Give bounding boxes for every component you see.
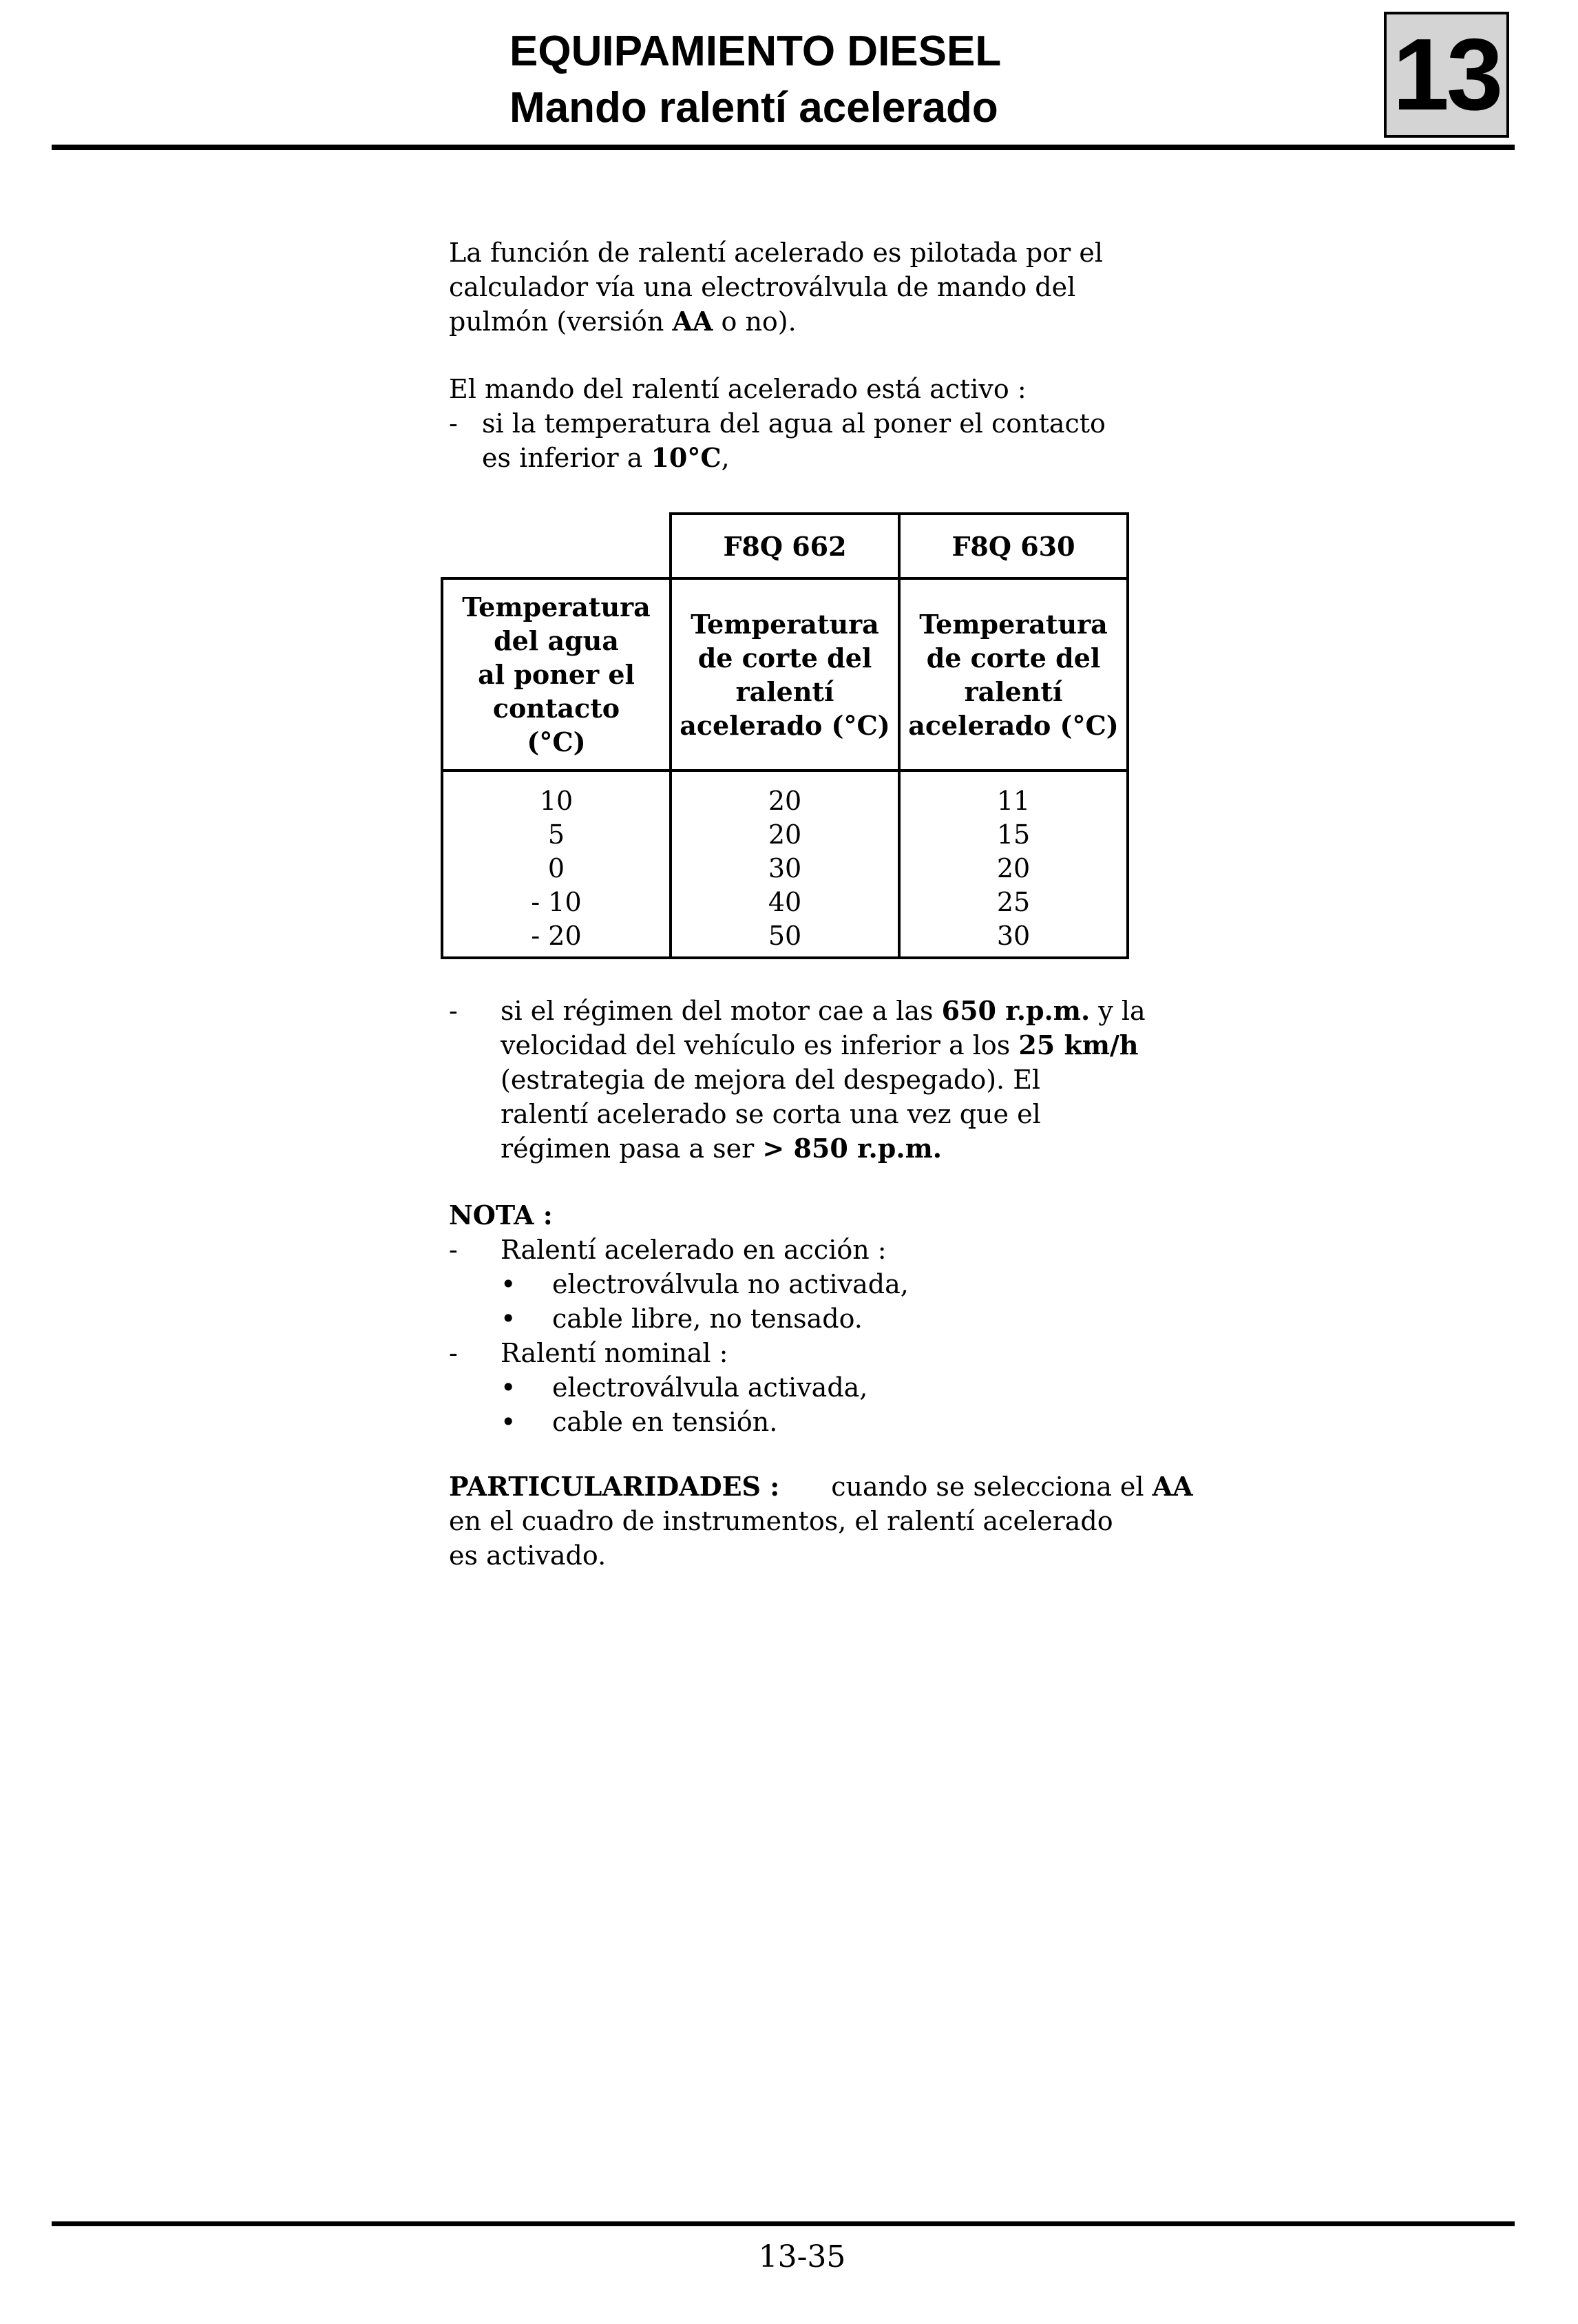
chapter-number-badge: 13 [1384, 12, 1509, 138]
particularities-label: PARTICULARIDADES : [449, 1471, 780, 1502]
condition-intro: El mando del ralentí acelerado está activo : [449, 374, 1027, 404]
cutoff-temperature-table [441, 512, 1129, 959]
title-line-1: EQUIPAMIENTO DIESEL [509, 28, 1002, 75]
footer-divider [52, 2221, 1515, 2226]
note-item-2: - Ralentí nominal : [449, 1338, 728, 1368]
intro-line-3: pulmón (versión AA o no). [449, 306, 797, 337]
page-number: 13-35 [758, 2239, 846, 2274]
intro-line-2: calculador vía una electroválvula de mando del [449, 272, 1076, 302]
f8q630-values: 11 15 20 25 30 [899, 771, 1128, 958]
particularities-section: PARTICULARIDADES : cuando se selecciona el AA en el cuadro de instrumentos, el ralentí acelerado es activado. [449, 1471, 1193, 1571]
subheader-f8q662: Temperatura de corte del ralentí acelerado (°C) [671, 578, 899, 771]
column-header-f8q630: F8Q 630 [899, 514, 1128, 578]
condition-item-1: - si la temperatura del agua al poner el contacto [449, 408, 1106, 439]
condition-item-2: - si el régimen del motor cae a las 650 r.p.m. y la velocidad del vehículo es inferior a los 25 km/h (estrategia de mejora del despegado). El ralentí acelerado se corta una vez que el régimen pasa a ser > 850 r.p.m. [449, 995, 1146, 1164]
subheader-f8q630: Temperatura de corte del ralentí acelerado (°C) [899, 578, 1128, 771]
note-label: NOTA : [449, 1200, 553, 1231]
title-line-2: Mando ralentí acelerado [509, 84, 998, 132]
column-header-f8q662: F8Q 662 [671, 514, 899, 578]
header-divider [52, 145, 1515, 150]
row-header-water-temp: Temperatura del agua al poner el contacto (°C) [442, 578, 671, 771]
intro-paragraph [449, 235, 1103, 339]
note-item-1-sub-2: • cable libre, no tensado. [501, 1304, 863, 1334]
condition-item-1-cont: es inferior a 10°C, [482, 442, 730, 473]
note-item-1-sub-1: • electroválvula no activada, [501, 1269, 909, 1299]
f8q662-values: 20 20 30 40 50 [671, 771, 899, 958]
intro-line-1: La función de ralentí acelerado es pilotada por el [449, 238, 1103, 268]
condition-paragraph [449, 372, 1106, 475]
page-title [509, 23, 1281, 136]
note-item-1: - Ralentí acelerado en acción : [449, 1235, 887, 1265]
note-section [449, 1198, 909, 1439]
note-item-2-sub-2: • cable en tensión. [501, 1407, 778, 1437]
water-temp-values: 10 5 0 - 10 - 20 [442, 771, 671, 958]
table-corner [442, 514, 671, 578]
note-item-2-sub-1: • electroválvula activada, [501, 1372, 868, 1403]
